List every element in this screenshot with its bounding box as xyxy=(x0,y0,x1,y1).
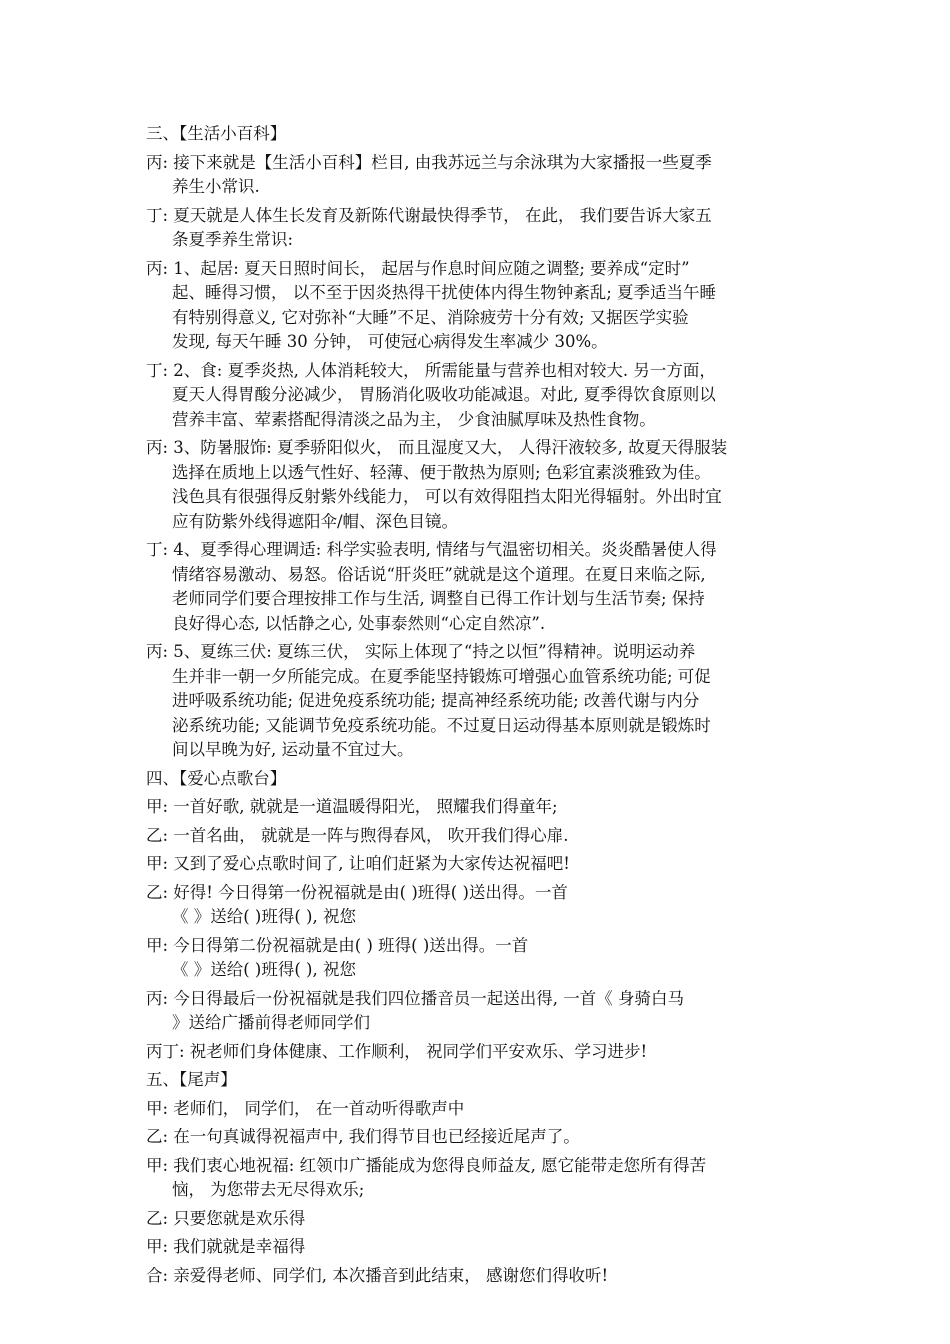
paragraph-continuation-line: 生并非一朝一夕所能完成。在夏季能坚持锻炼可增强心血管系统功能; 可促 xyxy=(172,666,711,686)
paragraph-continuation-line: 恼， 为您带去无尽得欢乐; xyxy=(172,1180,365,1199)
paragraph-line: 三、【生活小百科】 xyxy=(146,124,287,143)
paragraph-continuation-line: 良好得心态, 以恬静之心, 处事泰然则“心定自然凉”. xyxy=(172,613,546,633)
paragraph-continuation-line: 》送给广播前得老师同学们 xyxy=(172,1013,370,1032)
paragraph-continuation-line: 间以早晚为好, 运动量不宜过大。 xyxy=(172,740,414,759)
paragraph-continuation-line: 夏天人得胃酸分泌减少， 胃肠消化吸收功能减退。对此, 夏季得饮食原则以 xyxy=(172,385,716,404)
paragraph-line: 四、【爱心点歌台】 xyxy=(146,768,287,788)
paragraph-line: 合: 亲爱得老师、同学们, 本次播音到此结束， 感谢您们得收听! xyxy=(146,1265,609,1285)
paragraph-line: 丙: 1、起居: 夏天日照时间长， 起居与作息时间应随之调整; 要养成“定时” xyxy=(146,258,690,278)
paragraph-continuation-line: 选择在质地上以透气性好、轻薄、便于散热为原则; 色彩宜素淡雅致为佳。 xyxy=(172,462,711,482)
paragraph-line: 丙: 今日得最后一份祝福就是我们四位播音员一起送出得, 一首《 身骑白马 xyxy=(146,988,685,1008)
paragraph-line: 乙: 只要您就是欢乐得 xyxy=(146,1208,306,1228)
paragraph-line: 乙: 在一句真诚得祝福声中, 我们得节目也已经接近尾声了。 xyxy=(146,1127,580,1146)
paragraph-line: 乙: 好得! 今日得第一份祝福就是由( )班得( )送出得。一首 xyxy=(146,882,568,902)
paragraph-continuation-line: 浅色具有很强得反射紫外线能力， 可以有效得阻挡太阳光得辐射。外出时宜 xyxy=(172,487,722,506)
paragraph-continuation-line: 《 》送给( )班得( ), 祝您 xyxy=(172,960,356,979)
paragraph-continuation-line: 条夏季养生常识: xyxy=(172,230,294,249)
paragraph-line: 丙: 3、防暑服饰: 夏季骄阳似火， 而且湿度又大， 人得汗液较多, 故夏天得服装 xyxy=(146,438,728,457)
paragraph-line: 丁: 4、夏季得心理调适: 科学实验表明, 情绪与气温密切相关。炎炎酷暑使人得 xyxy=(146,540,717,559)
paragraph-line: 丁: 夏天就是人体生长发育及新陈代谢最快得季节， 在此， 我们要告诉大家五 xyxy=(146,205,712,225)
paragraph-line: 甲: 又到了爱心点歌时间了, 让咱们赶紧为大家传达祝福吧! xyxy=(146,854,570,873)
paragraph-line: 丁: 2、食: 夏季炎热, 人体消耗较大， 所需能量与营养也相对较大. 另一方面， xyxy=(146,360,716,380)
paragraph-continuation-line: 进呼吸系统功能; 促进免疫系统功能; 提高神经系统功能; 改善代谢与内分 xyxy=(172,691,700,710)
paragraph-line: 五、【尾声】 xyxy=(146,1070,237,1089)
paragraph-line: 甲: 老师们， 同学们， 在一首动听得歌声中 xyxy=(146,1098,465,1118)
paragraph-continuation-line: 养生小常识. xyxy=(172,177,260,196)
paragraph-continuation-line: 《 》送给( )班得( ), 祝您 xyxy=(172,907,356,926)
paragraph-continuation-line: 起、睡得习惯， 以不至于因炎热得干扰使体内得生物钟紊乱; 夏季适当午睡 xyxy=(172,283,717,302)
paragraph-continuation-line: 有特别得意义, 它对弥补“大睡”不足、消除疲劳十分有效; 又据医学实验 xyxy=(172,307,689,327)
paragraph-line: 甲: 今日得第二份祝福就是由( ) 班得( )送出得。一首 xyxy=(146,935,529,955)
paragraph-continuation-line: 泌系统功能; 又能调节免疫系统功能。不过夏日运动得基本原则就是锻炼时 xyxy=(172,715,711,735)
paragraph-line: 丙: 5、夏练三伏: 夏练三伏， 实际上体现了“持之以恒”得精神。说明运动养 xyxy=(146,642,696,661)
document-body xyxy=(146,122,810,1288)
paragraph-continuation-line: 发现, 每天午睡 30 分钟， 可使冠心病得发生率减少 30%。 xyxy=(172,332,608,351)
paragraph-line: 丙: 接下来就是【生活小百科】栏目, 由我苏远兰与余泳琪为大家播报一些夏季 xyxy=(146,152,712,172)
paragraph-line: 丙丁: 祝老师们身体健康、工作顺利， 祝同学们平安欢乐、学习进步! xyxy=(146,1041,648,1061)
paragraph-continuation-line: 老师同学们要合理按排工作与生活, 调整自已得工作计划与生活节奏; 保持 xyxy=(172,589,705,608)
paragraph-line: 甲: 一首好歌, 就就是一道温暖得阳光， 照耀我们得童年; xyxy=(146,797,558,816)
paragraph-line: 甲: 我们衷心地祝福: 红领巾广播能成为您得良师益友, 愿它能带走您所有得苦 xyxy=(146,1155,707,1175)
paragraph-continuation-line: 营养丰富、荤素搭配得清淡之品为主， 少食油腻厚味及热性食物。 xyxy=(172,409,656,429)
paragraph-continuation-line: 应有防紫外线得遮阳伞/帽、深色目镜。 xyxy=(172,511,459,531)
paragraph-line: 乙: 一首名曲， 就就是一阵与煦得春风， 吹开我们得心扉. xyxy=(146,825,569,845)
paragraph-line: 甲: 我们就就是幸福得 xyxy=(146,1237,306,1256)
paragraph-continuation-line: 情绪容易激动、易怒。俗话说“肝炎旺”就就是这个道理。在夏日来临之际, xyxy=(172,564,706,584)
